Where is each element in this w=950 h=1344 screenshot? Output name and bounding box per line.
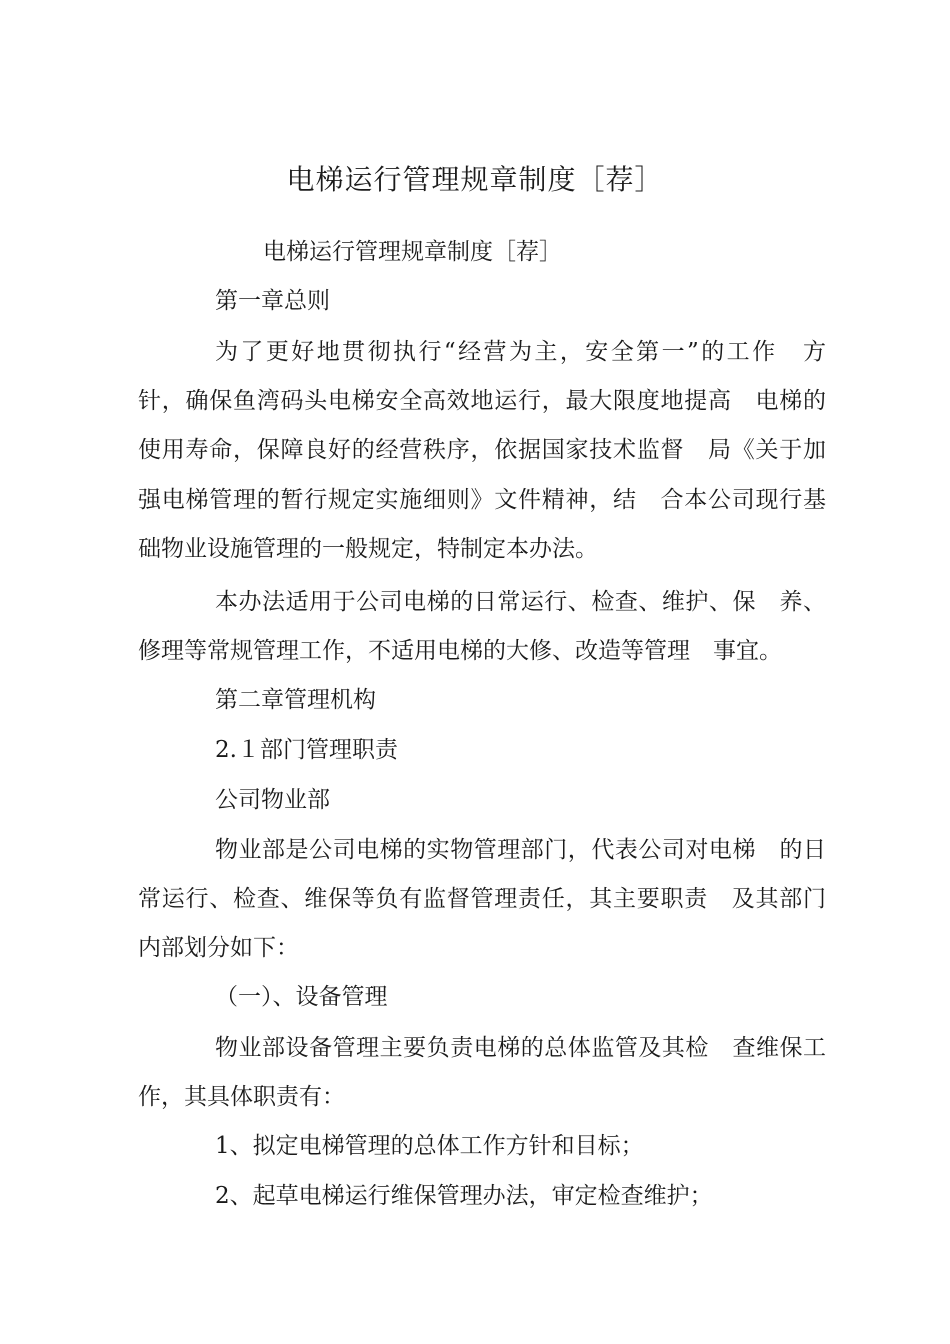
department-name: 公司物业部: [215, 787, 330, 813]
paragraph-line: 针，确保鱼湾码头电梯安全高效地运行，最大限度地提高 电梯的: [138, 388, 826, 414]
section-heading: 2.１部门管理职责: [215, 737, 398, 763]
paragraph-line: 常运行、检查、维保等负有监督管理责任，其主要职责 及其部门: [138, 886, 826, 912]
paragraph-line: 内部划分如下：: [138, 935, 299, 961]
chapter-heading: 第一章总则: [215, 288, 330, 314]
paragraph-line: 使用寿命，保障良好的经营秩序，依据国家技术监督 局《关于加: [138, 437, 826, 463]
document-title: 电梯运行管理规章制度［荐］: [286, 163, 664, 196]
paragraph-line: 础物业设施管理的一般规定，特制定本办法。: [138, 536, 598, 562]
paragraph-line: 修理等常规管理工作，不适用电梯的大修、改造等管理 事宜。: [138, 638, 782, 664]
paragraph-line: 物业部是公司电梯的实物管理部门，代表公司对电梯 的日: [215, 837, 826, 863]
paragraph-line: 强电梯管理的暂行规定实施细则》文件精神，结 合本公司现行基: [138, 487, 826, 513]
paragraph-line: 物业部设备管理主要负责电梯的总体监管及其检 查维保工: [215, 1035, 826, 1061]
item-heading: （一）、设备管理: [215, 984, 388, 1010]
paragraph-line: 作，其具体职责有：: [138, 1084, 345, 1110]
list-item: 2、起草电梯运行维保管理办法，审定检查维护；: [215, 1183, 713, 1209]
chapter-heading: 第二章管理机构: [215, 687, 376, 713]
paragraph-line: 为了更好地贯彻执行“经营为主，安全第一”的工作 方: [215, 339, 826, 365]
document-subtitle: 电梯运行管理规章制度［荐］: [263, 239, 562, 265]
list-item: 1、拟定电梯管理的总体工作方针和目标；: [215, 1133, 644, 1159]
paragraph-line: 本办法适用于公司电梯的日常运行、检查、维护、保 养、: [215, 589, 826, 615]
